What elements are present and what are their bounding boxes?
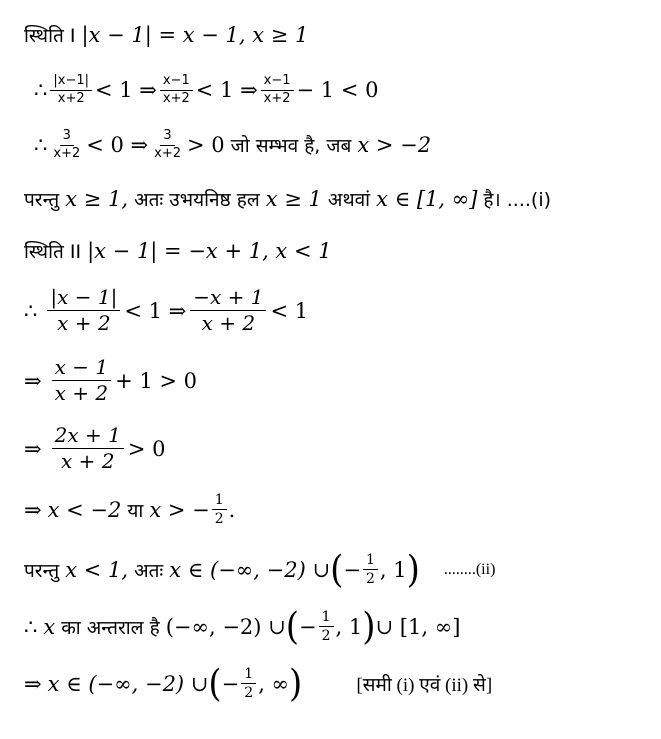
minus-sign: − <box>299 614 317 639</box>
condition: x > −2 <box>357 133 432 158</box>
step8-line <box>24 547 496 592</box>
fraction: $\frac{1}{2}$ <box>241 666 256 701</box>
therefore-symbol: ∴ <box>24 614 38 639</box>
interval-end: , ∞ <box>258 671 290 696</box>
left-paren: ( <box>330 547 344 592</box>
equation-ref: [समी (i) एवं (ii) से] <box>356 674 493 696</box>
condition: x ≥ 1, <box>65 187 129 211</box>
fraction: $\frac{|x - 1|}{x + 2}$ <box>47 286 120 335</box>
equation-ref: ........(ii) <box>443 560 496 578</box>
interval: x ∈ [1, ∞] <box>376 187 478 211</box>
variable: x <box>43 614 56 639</box>
minus-sign: − <box>221 671 240 696</box>
step10-line <box>24 661 493 706</box>
implies-symbol: ⇒ <box>24 368 42 393</box>
hindi-text: का अन्तराल है <box>61 616 160 639</box>
fraction: $\frac{3}{x+2}$ <box>53 128 81 161</box>
relation: < 1 ⇒ <box>95 78 157 103</box>
hindi-text: अथवां <box>327 189 371 211</box>
relation: < 0 ⇒ <box>86 133 149 158</box>
fraction: $\frac{3}{x+2}$ <box>154 128 181 161</box>
expression: − 1 < 0 <box>296 78 379 103</box>
condition: x < −2 <box>47 497 122 522</box>
step1-line <box>34 74 378 107</box>
implies-symbol: ⇒ <box>24 671 42 696</box>
interval-end: , 1 <box>379 557 407 582</box>
case2-label: स्थिति II <box>24 241 82 263</box>
case1-label: स्थिति I <box>24 25 76 47</box>
fraction: $\frac{|x-1|}{x+2}$ <box>50 74 92 107</box>
fraction: $\frac{1}{2}$ <box>363 552 378 587</box>
hindi-text: अतः उभयनिष्ठ हल <box>134 189 260 211</box>
therefore-symbol: ∴ <box>34 78 48 103</box>
right-paren: ) <box>362 604 376 649</box>
case2-line <box>24 238 332 264</box>
implies-symbol: ⇒ <box>24 436 42 461</box>
case2-condition: |x − 1| = −x + 1, x < 1 <box>87 239 332 263</box>
interval: x ∈ (−∞, −2) ∪ <box>169 557 331 582</box>
condition: x < 1, <box>65 557 129 582</box>
interval: x ∈ (−∞, −2) ∪ <box>47 671 209 696</box>
fraction: $\frac{x-1}{x+2}$ <box>160 74 193 107</box>
fraction: $\frac{1}{2}$ <box>319 609 334 644</box>
implies-symbol: ⇒ <box>24 497 42 522</box>
expression: < 1 <box>270 298 309 323</box>
fraction: $\frac{x-1}{x+2}$ <box>261 74 294 107</box>
fraction: $\frac{1}{2}$ <box>212 492 227 527</box>
fraction: $\frac{x - 1}{x + 2}$ <box>52 356 111 405</box>
fraction: $\frac{-x + 1}{x + 2}$ <box>190 286 266 335</box>
condition: x ≥ 1 <box>265 187 322 211</box>
hindi-text: अतः <box>134 559 164 582</box>
hindi-text: या <box>127 499 144 522</box>
step2-line <box>34 129 431 162</box>
interval: (−∞, −2) ∪ <box>165 614 286 639</box>
minus-sign: − <box>343 557 361 582</box>
right-paren: ) <box>406 547 420 592</box>
step7-line <box>24 492 235 527</box>
fraction: $\frac{2x + 1}{x + 2}$ <box>52 424 124 473</box>
interval-end: , 1 <box>335 614 363 639</box>
expression: + 1 > 0 <box>115 368 198 393</box>
condition: x > − <box>149 497 210 522</box>
step6-line <box>24 424 165 473</box>
step5-line <box>24 356 197 405</box>
punctuation: . <box>228 497 236 522</box>
case1-line <box>24 22 308 48</box>
step4-line <box>24 286 308 335</box>
relation: < 1 ⇒ <box>195 78 258 103</box>
hindi-text: है। ....(i) <box>483 189 552 211</box>
left-paren: ( <box>285 604 300 649</box>
hindi-text: परन्तु <box>24 189 60 211</box>
step3-line <box>24 186 551 212</box>
right-paren: ) <box>289 661 303 706</box>
hindi-text: जो सम्भव है, जब <box>230 135 352 158</box>
therefore-symbol: ∴ <box>24 298 38 323</box>
case1-condition: |x − 1| = x − 1, x ≥ 1 <box>81 23 309 47</box>
therefore-symbol: ∴ <box>34 133 48 158</box>
interval: ∪ [1, ∞] <box>375 614 461 639</box>
step9-line <box>24 604 461 649</box>
left-paren: ( <box>208 661 222 706</box>
expression: > 0 <box>127 436 166 461</box>
hindi-text: परन्तु <box>24 559 60 582</box>
expression: > 0 <box>187 133 225 158</box>
relation: < 1 ⇒ <box>124 298 187 323</box>
